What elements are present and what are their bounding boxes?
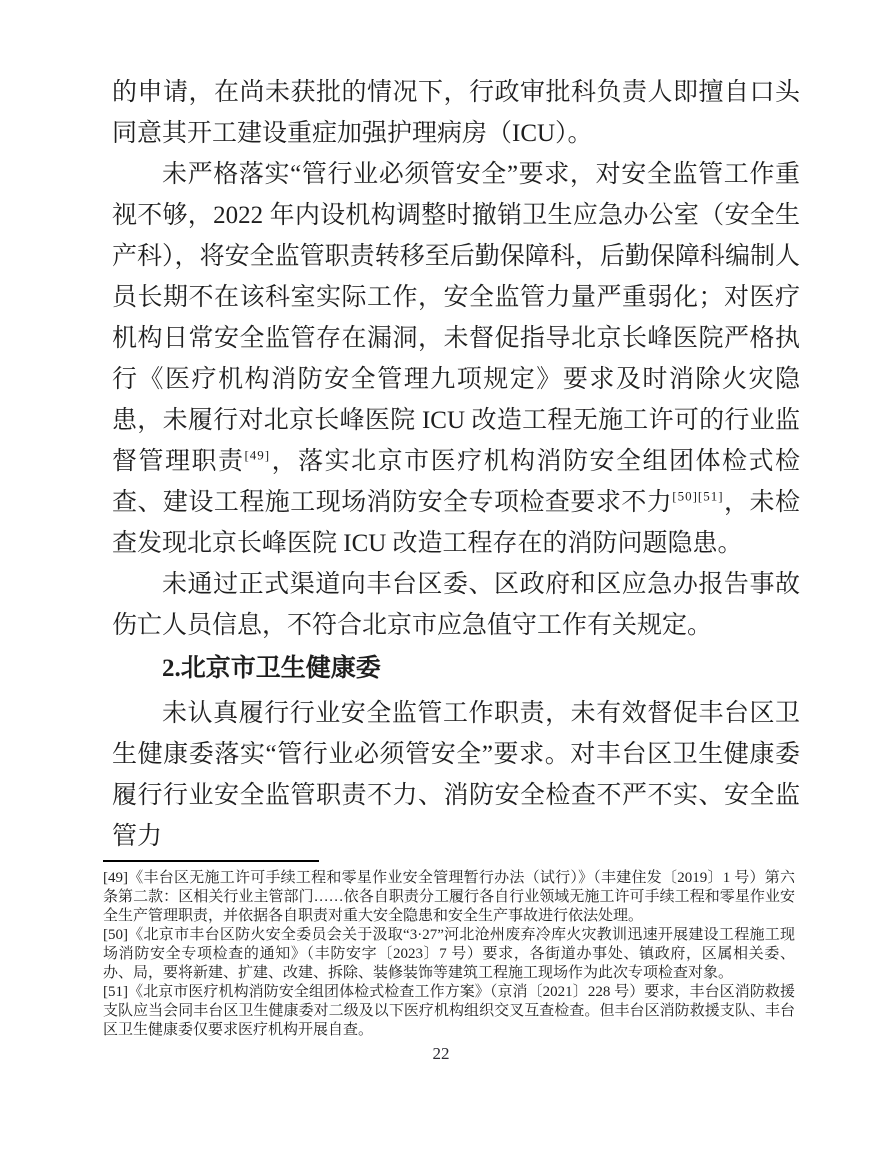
body-text	[112, 72, 800, 857]
footnote-separator	[103, 860, 319, 862]
footnote-ref-49: [49]	[244, 447, 271, 463]
paragraph: 未认真履行行业安全监管工作职责，未有效督促丰台区卫生健康委落实“管行业必须管安全”要求。对丰台区卫生健康委履行行业安全监管职责不力、消防安全检查不严不实、安全监管力	[112, 700, 800, 850]
footnote-marker: [49]	[103, 870, 128, 886]
footnote-marker: [50]	[103, 927, 128, 943]
footnote-text: 《丰台区无施工许可手续工程和零星作业安全管理暂行办法（试行）》（丰建住发〔2019〕1 号）第六条第二款：区相关行业主管部门……依各自职责分工履行各自行业领域无施工许可手续工程和零星作业安全生产管理职责，并依据各自职责对重大安全隐患和安全生产事故进行依法处理。	[103, 870, 795, 924]
paragraph-text: 未严格落实“管行业必须管安全”要求，对安全监管工作重视不够，2022 年内设机构调整时撤销卫生应急办公室（安全生产科），将安全监管职责转移至后勤保障科，后勤保障科编制人员长期不在该科室实际工作，安全监管力量严重弱化；对医疗机构日常安全监管存在漏洞，未督促指导北京长峰医院严格执行《医疗机构消防安全管理九项规定》要求及时消除火灾隐患，未履行对北京长峰医院 ICU 改造工程无施工许可的行业监督管理职责	[112, 161, 800, 475]
footnote-marker: [51]	[103, 984, 128, 1000]
footnote-text: 《北京市医疗机构消防安全组团体检式检查工作方案》（京消〔2021〕228 号）要求，丰台区消防救援支队应当会同丰台区卫生健康委对二级及以下医疗机构组织交叉互查检查。但丰台区消防救援支队、丰台区卫生健康委仅要求医疗机构开展自查。	[103, 984, 795, 1038]
footnote-item-51	[103, 983, 795, 1040]
page-number: 22	[432, 1044, 450, 1063]
paragraph	[112, 154, 800, 564]
footnote-text: 《北京市丰台区防火安全委员会关于汲取“3·27”河北沧州废弃冷库火灾教训迅速开展建设工程施工现场消防安全专项检查的通知》（丰防安字〔2023〕7 号）要求，各街道办事处、镇政府，区属相关委、办、局，要将新建、扩建、改建、拆除、装修装饰等建筑工程施工现场作为此次专项检查对象。	[103, 927, 795, 981]
paragraph-text: ，未检查发现北京长峰医院 ICU 改造工程存在的消防问题隐患。	[112, 489, 800, 557]
footnote-item-49	[103, 869, 795, 926]
footnote-item-50	[103, 926, 795, 983]
footnote-ref-50-51: [50][51]	[672, 488, 724, 504]
paragraph-text: ，落实北京市医疗机构消防安全组团体检式检查、建设工程施工现场消防安全专项检查要求不力	[112, 448, 800, 516]
paragraph-continuation: 的申请，在尚未获批的情况下，行政审批科负责人即擅自口头同意其开工建设重症加强护理病房（ICU）。	[112, 79, 800, 147]
section-heading: 2.北京市卫生健康委	[162, 655, 381, 682]
paragraph: 未通过正式渠道向丰台区委、区政府和区应急办报告事故伤亡人员信息，不符合北京市应急值守工作有关规定。	[112, 571, 800, 639]
footnotes-section	[103, 860, 795, 1040]
